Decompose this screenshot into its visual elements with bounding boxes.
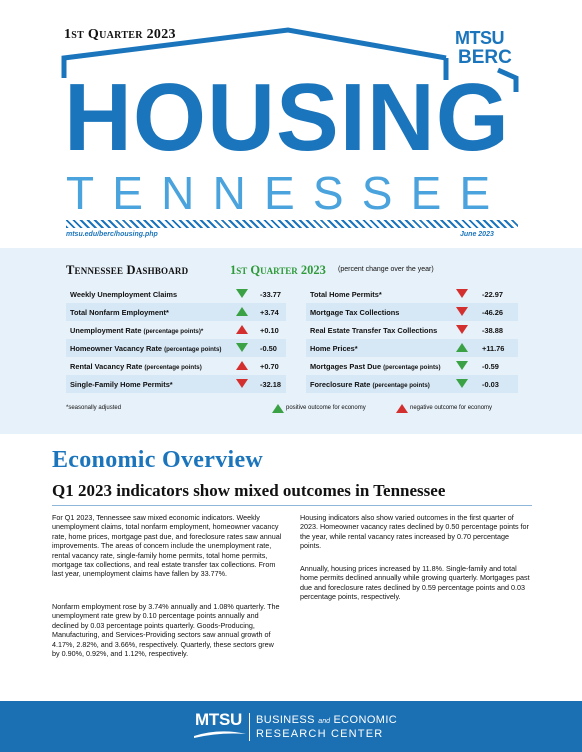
dashboard-quarter: 1st Quarter 2023 xyxy=(230,263,326,277)
indicator-value: -33.77 xyxy=(260,290,281,299)
dashboard-row xyxy=(306,375,518,393)
red-down-triangle-icon xyxy=(456,289,468,298)
red-down-triangle-icon xyxy=(456,307,468,316)
green-up-triangle-icon xyxy=(236,307,248,316)
indicator-value: -32.18 xyxy=(260,380,281,389)
indicator-unit: (percentage points)* xyxy=(143,328,204,335)
indicator-name: Rental Vacancy Rate xyxy=(70,362,145,371)
indicator-name: Total Nonfarm Employment* xyxy=(70,308,169,317)
dashboard-row xyxy=(66,303,286,321)
indicator-label xyxy=(70,344,222,353)
footer-line1-and: and xyxy=(318,718,330,725)
indicator-value: -0.03 xyxy=(482,380,499,389)
section-title: Economic Overview xyxy=(52,447,264,473)
footer-swoosh-icon xyxy=(192,728,248,740)
overview-paragraph-3: Housing indicators also show varied outcomes in the first quarter of 2023. Homeowner vacancy rates declined by 0.50 percentage points for the year, while rental vacancy rates increased by 0.70 percentage points. xyxy=(300,513,529,551)
mtsu-logo-text: MTSU xyxy=(455,28,504,48)
indicator-name: Real Estate Transfer Tax Collections xyxy=(310,326,438,335)
indicator-label xyxy=(70,362,202,371)
indicator-name: Foreclosure Rate xyxy=(310,380,373,389)
issue-quarter: 1st Quarter 2023 xyxy=(64,27,176,42)
seasonal-note: *seasonally adjusted xyxy=(66,405,122,411)
indicator-name: Total Home Permits* xyxy=(310,290,382,299)
footer-line1-a: BUSINESS xyxy=(256,714,319,726)
indicator-value: +11.76 xyxy=(482,344,505,353)
green-down-triangle-icon xyxy=(236,343,248,352)
dashboard-row xyxy=(66,321,286,339)
indicator-label xyxy=(310,344,358,353)
overview-paragraph-2: Nonfarm employment rose by 3.74% annually and 1.08% quarterly. The unemployment rate grew by 0.10 percentage points annually and declined by 0.03 percentage points quarterly. Goods-Producing, Manufacturing, and Services-Providing sectors saw annual growth of 4.17%, 2.82%, and 3.66%, respectively. Quarterly, these sectors grew by 0.90%, 0.92%, and 1.12%, respectively. xyxy=(52,602,280,659)
legend-positive-label: positive outcome for economy xyxy=(286,405,366,411)
section-rule xyxy=(52,505,532,506)
indicator-value: +3.74 xyxy=(260,308,279,317)
indicator-value: -38.88 xyxy=(482,326,503,335)
indicator-label xyxy=(70,380,173,389)
masthead-title: HOUSING xyxy=(64,64,510,171)
green-up-triangle-icon xyxy=(272,404,284,413)
red-up-triangle-icon xyxy=(236,325,248,334)
website-link[interactable]: mtsu.edu/berc/housing.php xyxy=(66,231,158,238)
overview-paragraph-1: For Q1 2023, Tennessee saw mixed economic indicators. Weekly unemployment claims, total nonfarm employment, homeowner vacancy rate, home prices, mortgage past due, and foreclosure rates saw annual improvements. The areas of concern include the unemployment rate, rental vacancy rate, single-family home permits, total home permits, mortgage tax collections, and real estate transfer tax collections. From last year, unemployment claims have fallen by 33.77%. xyxy=(52,513,282,579)
footer-line1-b: ECONOMIC xyxy=(329,714,398,726)
dashboard-row xyxy=(306,321,518,339)
red-down-triangle-icon xyxy=(236,379,248,388)
indicator-label xyxy=(70,290,177,299)
dashboard-note: (percent change over the year) xyxy=(338,266,434,273)
indicator-label xyxy=(70,308,169,317)
indicator-unit: (percentage points) xyxy=(372,382,430,389)
indicator-unit: (percentage points) xyxy=(144,364,202,371)
dashboard-row xyxy=(66,375,286,393)
dashboard-row xyxy=(306,303,518,321)
dashboard-title: Tennessee Dashboard xyxy=(66,263,189,277)
indicator-name: Weekly Unemployment Claims xyxy=(70,290,178,299)
dashboard-row xyxy=(66,357,286,375)
indicator-value: -22.97 xyxy=(482,290,503,299)
dashboard-row xyxy=(306,285,518,303)
dashboard-row xyxy=(66,285,286,303)
indicator-label xyxy=(310,362,441,371)
indicator-label xyxy=(310,380,430,389)
indicator-value: +0.70 xyxy=(260,362,279,371)
indicator-name: Mortgage Tax Collections xyxy=(310,308,400,317)
indicator-value: -0.59 xyxy=(482,362,499,371)
indicator-label xyxy=(70,326,203,335)
indicator-name: Home Prices* xyxy=(310,344,358,353)
masthead-subtitle: TENNESSEE xyxy=(66,167,509,219)
indicator-label xyxy=(310,290,382,299)
red-up-triangle-icon xyxy=(396,404,408,413)
publication-date: June 2023 xyxy=(460,231,494,238)
footer-org-line2: RESEARCH CENTER xyxy=(256,728,384,740)
indicator-label xyxy=(310,326,437,335)
red-down-triangle-icon xyxy=(456,325,468,334)
indicator-value: -0.50 xyxy=(260,344,277,353)
green-down-triangle-icon xyxy=(236,289,248,298)
green-down-triangle-icon xyxy=(456,361,468,370)
indicator-unit: (percentage points) xyxy=(164,346,222,353)
section-subtitle: Q1 2023 indicators show mixed outcomes in Tennessee xyxy=(52,481,446,500)
indicator-unit: (percentage points) xyxy=(383,364,441,371)
hatched-divider xyxy=(66,220,518,228)
dashboard-row xyxy=(66,339,286,357)
footer-bar xyxy=(0,701,582,752)
green-up-triangle-icon xyxy=(456,343,468,352)
indicator-name: Homeowner Vacancy Rate xyxy=(70,344,165,353)
indicator-value: +0.10 xyxy=(260,326,279,335)
red-up-triangle-icon xyxy=(236,361,248,370)
berc-logo-text: BERC xyxy=(458,47,512,68)
indicator-value: -46.26 xyxy=(482,308,503,317)
green-down-triangle-icon xyxy=(456,379,468,388)
footer-mtsu-logo: MTSU xyxy=(195,710,242,729)
indicator-label xyxy=(310,308,399,317)
legend-negative-label: negative outcome for economy xyxy=(410,405,493,411)
indicator-name: Mortgages Past Due xyxy=(310,362,384,371)
indicator-name: Unemployment Rate xyxy=(70,326,144,335)
dashboard-row xyxy=(306,357,518,375)
footer-org-line1 xyxy=(256,714,397,726)
dashboard-row xyxy=(306,339,518,357)
footer-divider xyxy=(249,713,250,741)
indicator-name: Single-Family Home Permits* xyxy=(70,380,173,389)
overview-paragraph-4: Annually, housing prices increased by 11.8%. Single-family and total home permits declined annually while growing quarterly. Mortgages past due and foreclosure rates declined by 0.59 percentage points and 0.03 percentage points, respectively. xyxy=(300,564,530,602)
